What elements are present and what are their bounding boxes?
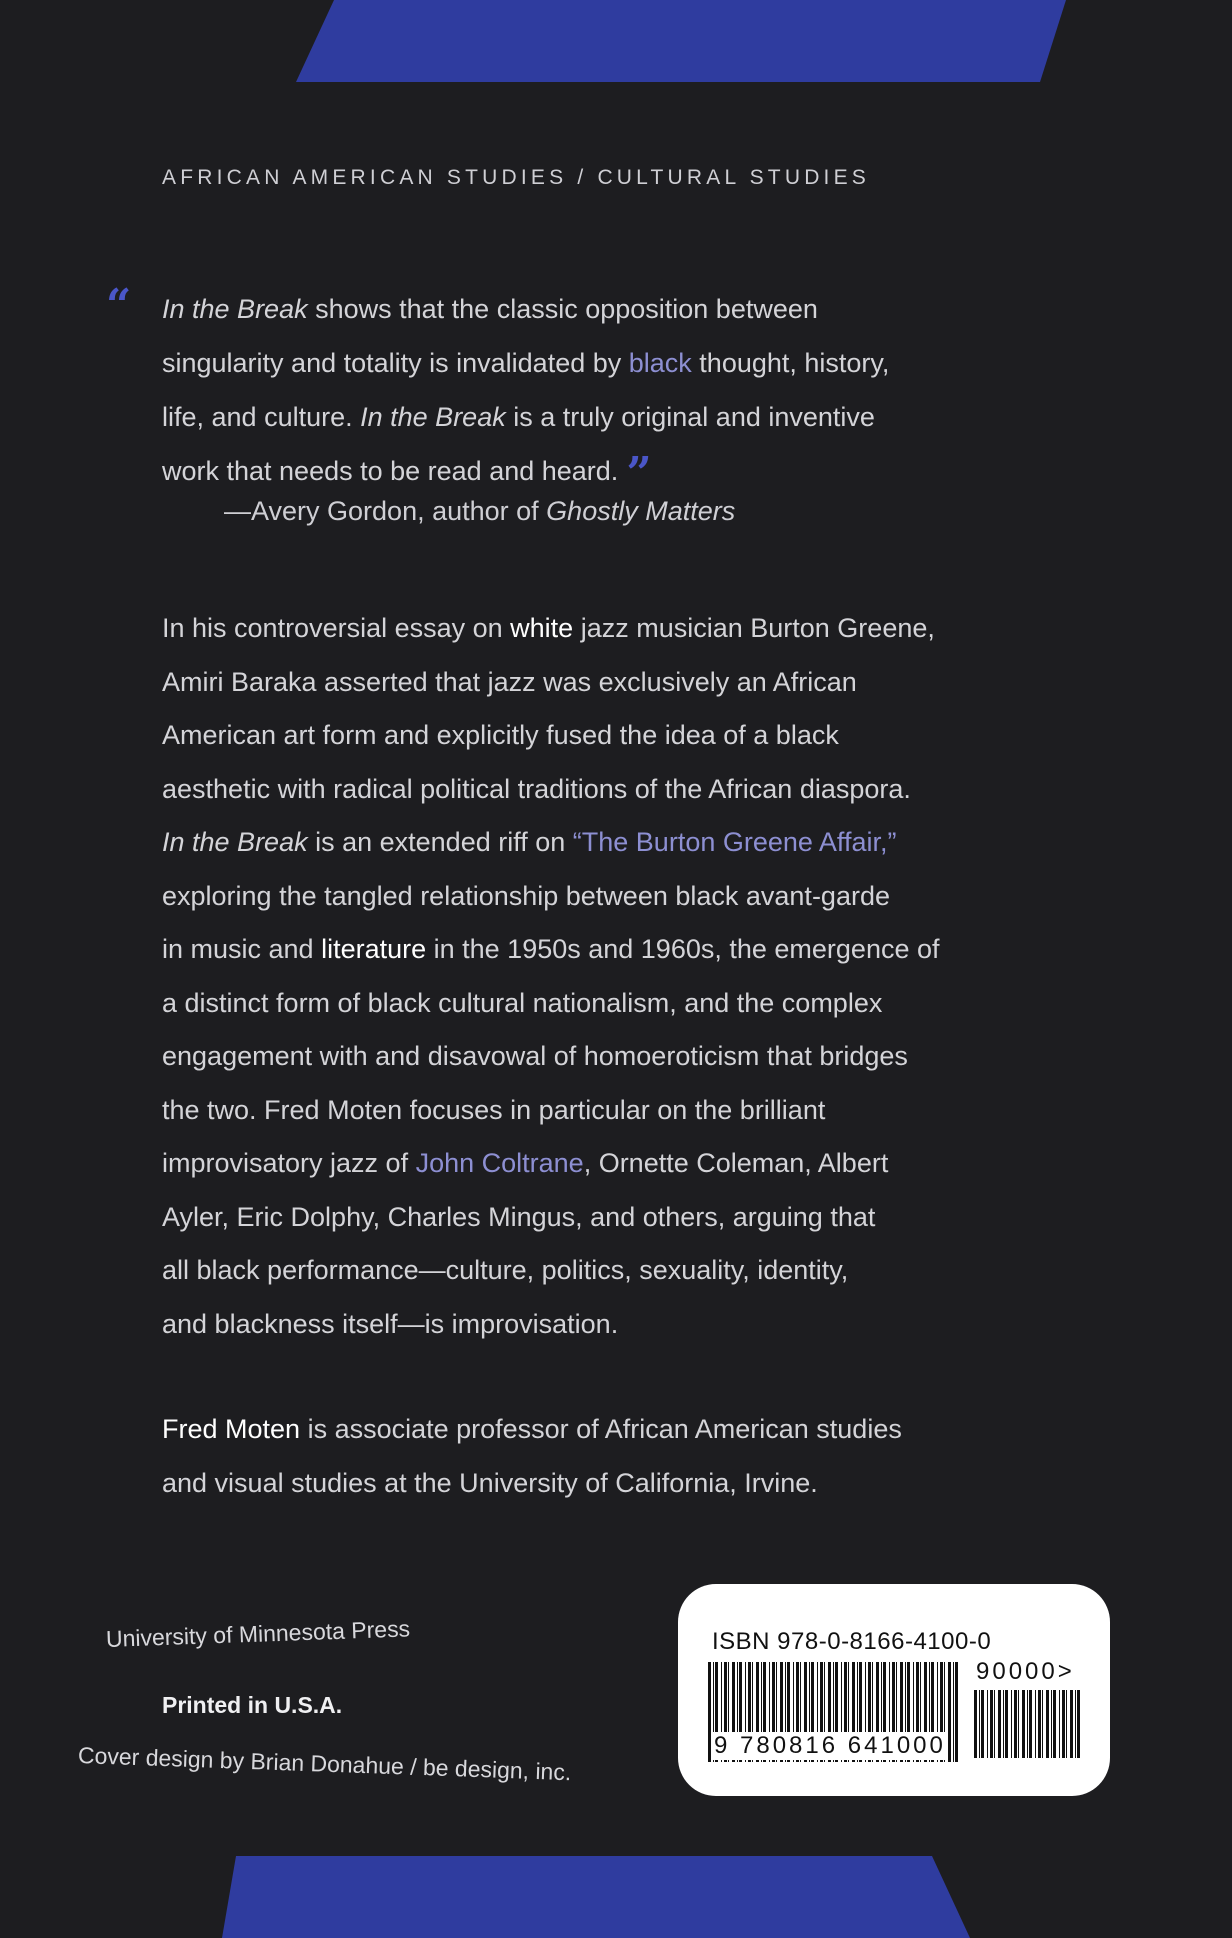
printed-in: Printed in U.S.A. — [162, 1692, 343, 1718]
barcode-bar — [1046, 1690, 1049, 1758]
cover-design-credit: Cover design by Brian Donahue / be design, inc. — [77, 1742, 572, 1786]
subject-category: AFRICAN AMERICAN STUDIES / CULTURAL STUDIES — [162, 166, 871, 189]
barcode-bar — [1066, 1690, 1067, 1758]
barcode-bar — [708, 1662, 711, 1762]
barcode-bar — [1018, 1690, 1019, 1758]
description-line: aesthetic with radical political traditions of the African diaspora. — [162, 773, 911, 804]
barcode-bar — [994, 1690, 995, 1758]
barcode-bar — [998, 1690, 1001, 1758]
barcode-bar — [1070, 1690, 1073, 1758]
bio-line: Fred Moten is associate professor of African American studies — [162, 1414, 902, 1444]
addon-barcode-icon — [974, 1690, 1084, 1758]
review-quote: “ In the Break shows that the classic opposition between singularity and totality is invalidated by black thought, history, life, and culture. In the Break is a truly original and inventive work that needs to be read and heard. ” — [162, 282, 1062, 498]
barcode-digits: 9 780816 641000 — [714, 1732, 946, 1759]
description-line: exploring the tangled relationship between black avant-garde — [162, 880, 890, 911]
book-title: In the Break — [162, 294, 308, 324]
bottom-band-shape — [222, 1856, 970, 1938]
description-line: Ayler, Eric Dolphy, Charles Mingus, and others, arguing that — [162, 1201, 876, 1232]
author-name: Fred Moten — [162, 1414, 301, 1444]
description-line: all black performance—culture, politics, sexuality, identity, — [162, 1255, 849, 1285]
barcode-bar — [1014, 1690, 1017, 1758]
barcode-bar — [1022, 1690, 1025, 1758]
description-line: In the Break is an extended riff on “The Burton Greene Affair,” — [162, 827, 897, 857]
description-line: the two. Fred Moten focuses in particular on the brilliant — [162, 1094, 826, 1125]
barcode-bar — [1062, 1690, 1065, 1758]
description-line: and blackness itself—is improvisation. — [162, 1308, 619, 1339]
barcode-bar — [1075, 1690, 1076, 1758]
description-line: a distinct form of black cultural nationalism, and the complex — [162, 987, 883, 1018]
barcode-bar — [955, 1662, 958, 1762]
barcode-bar — [1053, 1690, 1056, 1758]
description-line: American art form and explicitly fused the idea of a black — [162, 720, 839, 750]
description-line: In his controversial essay on white jazz musician Burton Greene, — [162, 613, 935, 643]
barcode-bar — [1035, 1690, 1036, 1758]
barcode-bar — [953, 1662, 954, 1762]
top-color-band — [0, 0, 1232, 82]
author-bio — [162, 1402, 1082, 1510]
isbn-number: ISBN 978-0-8166-4100-0 — [712, 1628, 992, 1655]
description-line: Amiri Baraka asserted that jazz was exclusively an African — [162, 666, 857, 697]
barcode-label — [678, 1584, 1110, 1796]
barcode-bar — [974, 1690, 977, 1758]
close-quote-icon: ” — [626, 448, 652, 499]
barcode-bar — [1029, 1690, 1032, 1758]
quote-line-4: work that needs to be read and heard. ” — [162, 448, 652, 499]
bio-line: and visual studies at the University of California, Irvine. — [162, 1468, 818, 1498]
barcode-bar — [1011, 1690, 1012, 1758]
barcode-bar — [948, 1662, 951, 1762]
description-line: improvisatory jazz of John Coltrane, Ornette Coleman, Albert — [162, 1148, 889, 1178]
quote-line-2: singularity and totality is invalidated by black thought, history, — [162, 348, 890, 378]
barcode-bar — [1059, 1690, 1060, 1758]
barcode-bar — [990, 1690, 993, 1758]
barcode-bar — [1038, 1690, 1041, 1758]
barcode-bar — [1027, 1690, 1028, 1758]
barcode-bar — [987, 1690, 988, 1758]
barcode-bar — [1077, 1690, 1080, 1758]
barcode-bar — [1042, 1690, 1043, 1758]
price-addon-digits: 90000> — [976, 1658, 1075, 1685]
quote-attribution: —Avery Gordon, author of Ghostly Matters — [224, 496, 736, 526]
top-band-shape — [296, 0, 1066, 82]
book-description — [162, 602, 1082, 1351]
quote-line-1: In the Break shows that the classic opposition between — [162, 294, 818, 324]
barcode-bar — [1005, 1690, 1008, 1758]
barcode-bar — [981, 1690, 984, 1758]
barcode-bar — [979, 1690, 980, 1758]
publisher-name: University of Minnesota Press — [105, 1615, 411, 1652]
bottom-color-band — [0, 1856, 1232, 1938]
barcode-bar — [1003, 1690, 1004, 1758]
book-title: In the Break — [360, 402, 506, 432]
barcode-bar — [1051, 1690, 1052, 1758]
description-line: in music and literature in the 1950s and 1960s, the emergence of — [162, 934, 940, 964]
quote-line-3: life, and culture. In the Break is a truly original and inventive — [162, 402, 875, 432]
description-line: engagement with and disavowal of homoeroticism that bridges — [162, 1041, 908, 1071]
